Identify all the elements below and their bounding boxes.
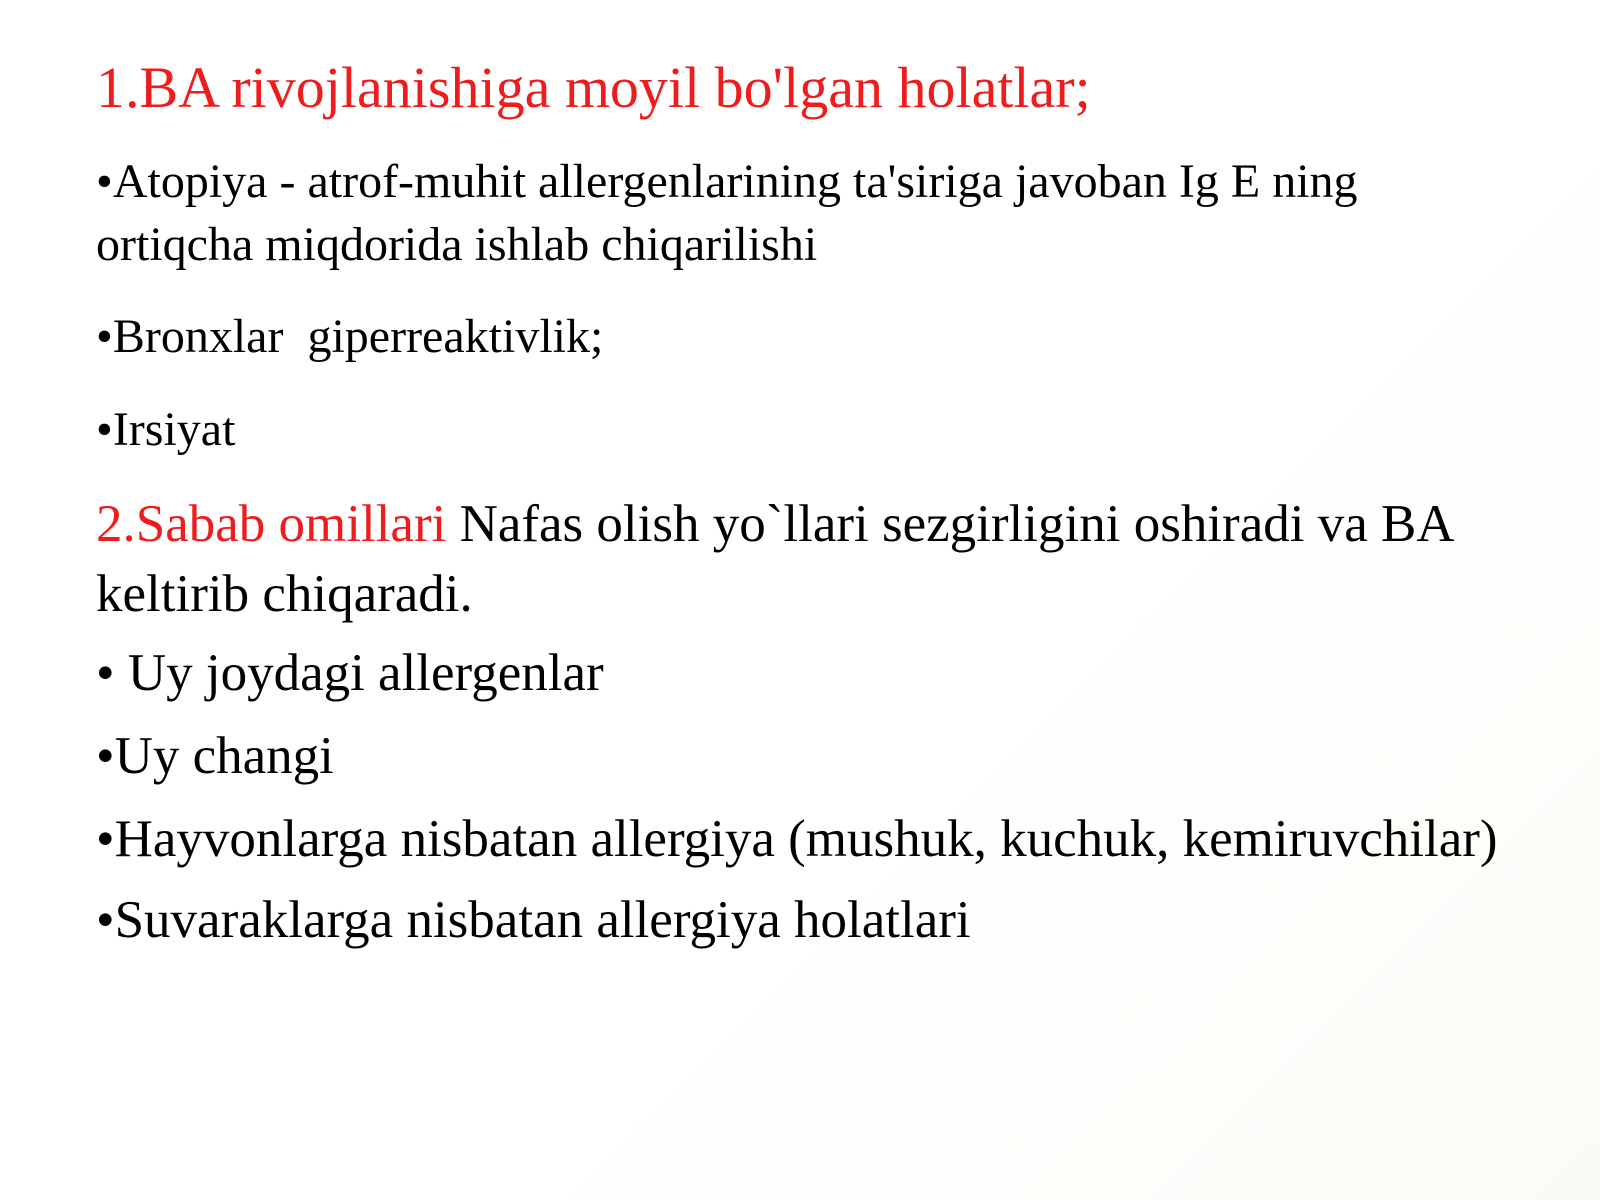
list-item-text: Bronxlar giperreaktivlik; [112, 310, 604, 363]
section1-heading: 1.BA rivojlanishiga moyil bo'lgan holatlar; [96, 55, 1091, 120]
list-item-text: Suvaraklarga nisbatan allergiya holatlari [114, 891, 971, 949]
section1-list [96, 150, 1516, 461]
section2-list [96, 639, 1516, 955]
list-item-text: Uy changi [114, 727, 334, 785]
section2-heading-description: Nafas olish yo`llari sezgirligini oshiradi va BA keltirib chiqaradi. [96, 495, 1452, 623]
list-item [96, 639, 1516, 708]
bullet-icon: • [96, 155, 113, 208]
section2-heading-title: 2.Sabab omillari [96, 495, 447, 553]
list-item-text: Atopiya - atrof-muhit allergenlarining ta'siriga javoban Ig E ning ortiqcha miqdorida ishlab chiqarilishi [96, 155, 1358, 271]
list-item [96, 305, 1516, 368]
list-item [96, 398, 1516, 461]
list-item [96, 805, 1516, 874]
list-item [96, 150, 1516, 276]
bullet-icon: • [96, 810, 115, 868]
bullet-icon: • [96, 891, 115, 949]
section2-heading [96, 489, 1516, 629]
list-item-text: Hayvonlarga nisbatan allergiya (mushuk, kuchuk, kemiruvchilar) [114, 810, 1498, 868]
list-item-text: Irsiyat [112, 403, 236, 456]
slide-content [96, 52, 1516, 955]
bullet-icon: • [96, 310, 113, 363]
list-item [96, 886, 1516, 955]
bullet-icon: • [96, 403, 113, 456]
list-item [96, 722, 1516, 791]
bullet-icon: • [96, 644, 128, 702]
list-item-text: Uy joydagi allergenlar [127, 644, 604, 702]
bullet-icon: • [96, 727, 115, 785]
